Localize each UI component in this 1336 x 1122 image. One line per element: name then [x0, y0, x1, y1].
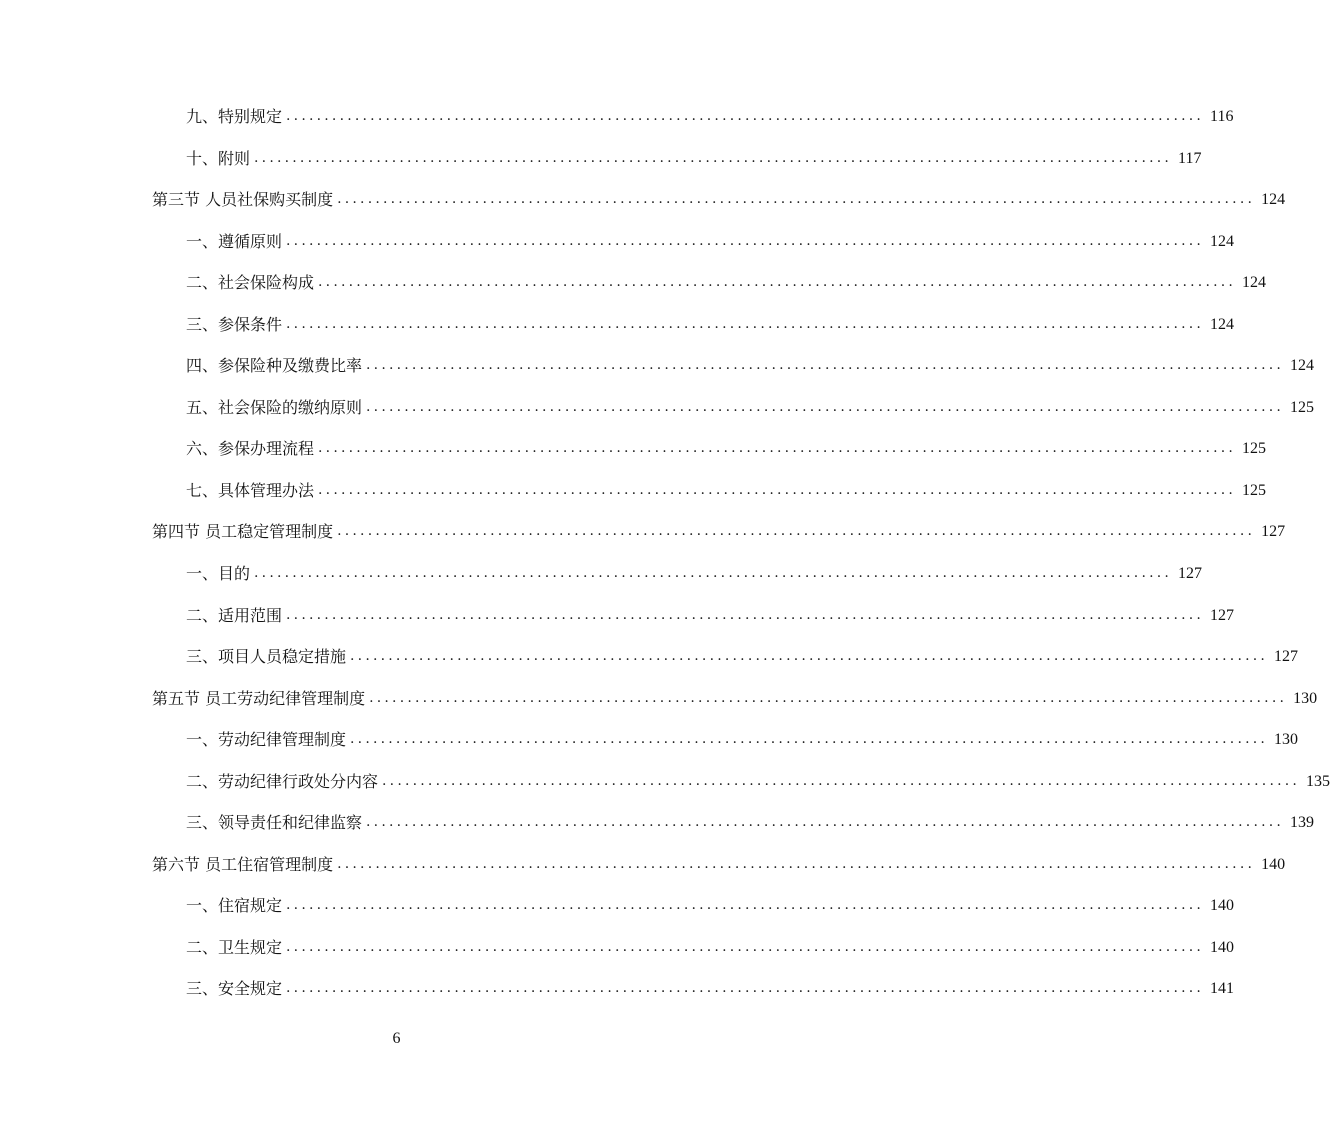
toc-entry-title: 第五节 员工劳动纪律管理制度: [152, 688, 366, 708]
toc-item-entry[interactable]: [0, 138, 1202, 180]
toc-entry-page: 127: [1261, 523, 1286, 541]
toc-entry-page: 135: [1306, 772, 1331, 790]
toc-entry-title: 四、参保险种及缴费比率: [186, 356, 363, 376]
toc-dot-leader: ........................................................................................................................: [254, 565, 1173, 582]
toc-item-entry[interactable]: [0, 761, 1331, 803]
toc-dot-leader: ........................................................................................................................: [286, 108, 1205, 124]
toc-section-entry[interactable]: [0, 511, 1286, 553]
toc-dot-leader: ........................................................................................................................: [350, 731, 1269, 748]
toc-entry-page: 130: [1293, 689, 1318, 707]
toc-dot-leader: ........................................................................................................................: [318, 274, 1237, 291]
toc-dot-leader: ........................................................................................................................: [366, 357, 1285, 374]
toc-dot-leader: ........................................................................................................................: [286, 232, 1205, 249]
toc-section-entry[interactable]: [0, 179, 1286, 221]
toc-dot-leader: ........................................................................................................................: [337, 855, 1256, 872]
toc-section-entry[interactable]: [0, 844, 1286, 886]
toc-entry-page: 124: [1261, 191, 1286, 209]
toc-entry-title: 六、参保办理流程: [186, 439, 315, 459]
toc-entry-title: 一、目的: [186, 564, 251, 584]
toc-entry-page: 124: [1290, 357, 1315, 375]
toc-entry-page: 124: [1210, 315, 1235, 333]
toc-item-entry[interactable]: [0, 553, 1203, 595]
toc-item-entry[interactable]: [0, 595, 1235, 637]
toc-dot-leader: ........................................................................................................................: [286, 606, 1205, 623]
toc-entry-title: 一、遵循原则: [186, 231, 283, 251]
toc-item-entry[interactable]: [0, 345, 1315, 387]
toc-entry-title: 第三节 人员社保购买制度: [152, 190, 334, 210]
toc-entry-page: 127: [1210, 606, 1235, 624]
toc-item-entry[interactable]: [0, 221, 1235, 263]
toc-entry-page: 125: [1290, 398, 1315, 416]
toc-item-entry[interactable]: [0, 927, 1235, 969]
toc-dot-leader: ........................................................................................................................: [286, 315, 1205, 332]
toc-entry-page: 127: [1178, 565, 1203, 583]
toc-entry-page: 140: [1210, 938, 1235, 956]
toc-entry-page: 130: [1274, 731, 1299, 749]
toc-entry-title: 一、住宿规定: [186, 896, 283, 916]
toc-entry-page: 125: [1242, 481, 1267, 499]
toc-dot-leader: ........................................................................................................................: [366, 398, 1285, 415]
toc-dot-leader: ........................................................................................................................: [286, 980, 1205, 997]
toc-dot-leader: ........................................................................................................................: [286, 897, 1205, 914]
toc-item-entry[interactable]: [0, 968, 1235, 1010]
toc-entry-title: 一、劳动纪律管理制度: [186, 730, 347, 750]
toc-entry-title: 五、社会保险的缴纳原则: [186, 397, 363, 417]
toc-entry-title: 十、附则: [186, 148, 251, 168]
toc-entry-title: 三、安全规定: [186, 979, 283, 999]
toc-dot-leader: ........................................................................................................................: [382, 772, 1301, 789]
toc-dot-leader: ........................................................................................................................: [350, 648, 1269, 665]
toc-item-entry[interactable]: [0, 802, 1315, 844]
table-of-contents: [0, 96, 1331, 1010]
toc-dot-leader: ........................................................................................................................: [366, 814, 1285, 831]
toc-entry-page: 116: [1210, 108, 1234, 125]
toc-dot-leader: ........................................................................................................................: [337, 523, 1256, 540]
toc-item-entry[interactable]: [0, 262, 1267, 304]
toc-item-entry[interactable]: [0, 96, 1234, 138]
toc-entry-title: 第四节 员工稳定管理制度: [152, 522, 334, 542]
toc-entry-page: 127: [1274, 648, 1299, 666]
toc-entry-page: 139: [1290, 814, 1315, 832]
toc-entry-page: 140: [1261, 855, 1286, 873]
page-number: 6: [392, 1030, 401, 1047]
toc-entry-title: 七、具体管理办法: [186, 480, 315, 500]
toc-entry-title: 三、领导责任和纪律监察: [186, 813, 363, 833]
toc-entry-page: 140: [1210, 897, 1235, 915]
toc-item-entry[interactable]: [0, 636, 1299, 678]
toc-dot-leader: ........................................................................................................................: [318, 440, 1237, 457]
toc-item-entry[interactable]: [0, 387, 1315, 429]
toc-entry-page: 125: [1242, 440, 1267, 458]
toc-entry-title: 二、适用范围: [186, 605, 283, 625]
toc-dot-leader: ........................................................................................................................: [318, 481, 1237, 498]
toc-entry-page: 117: [1178, 149, 1202, 167]
toc-item-entry[interactable]: [0, 428, 1267, 470]
toc-item-entry[interactable]: [0, 885, 1235, 927]
toc-dot-leader: ........................................................................................................................: [337, 191, 1256, 208]
toc-entry-title: 第六节 员工住宿管理制度: [152, 854, 334, 874]
toc-entry-page: 141: [1210, 980, 1235, 998]
toc-item-entry[interactable]: [0, 304, 1235, 346]
toc-item-entry[interactable]: [0, 719, 1299, 761]
toc-entry-title: 三、参保条件: [186, 314, 283, 334]
toc-entry-title: 二、劳动纪律行政处分内容: [186, 771, 379, 791]
toc-entry-title: 三、项目人员稳定措施: [186, 647, 347, 667]
toc-entry-title: 九、特别规定: [186, 107, 283, 126]
toc-entry-page: 124: [1210, 232, 1235, 250]
toc-dot-leader: ........................................................................................................................: [369, 689, 1288, 706]
toc-item-entry[interactable]: [0, 470, 1267, 512]
toc-entry-page: 124: [1242, 274, 1267, 292]
toc-entry-title: 二、社会保险构成: [186, 273, 315, 293]
toc-dot-leader: ........................................................................................................................: [254, 149, 1173, 166]
toc-entry-title: 二、卫生规定: [186, 937, 283, 957]
toc-section-entry[interactable]: [0, 678, 1318, 720]
toc-dot-leader: ........................................................................................................................: [286, 938, 1205, 955]
